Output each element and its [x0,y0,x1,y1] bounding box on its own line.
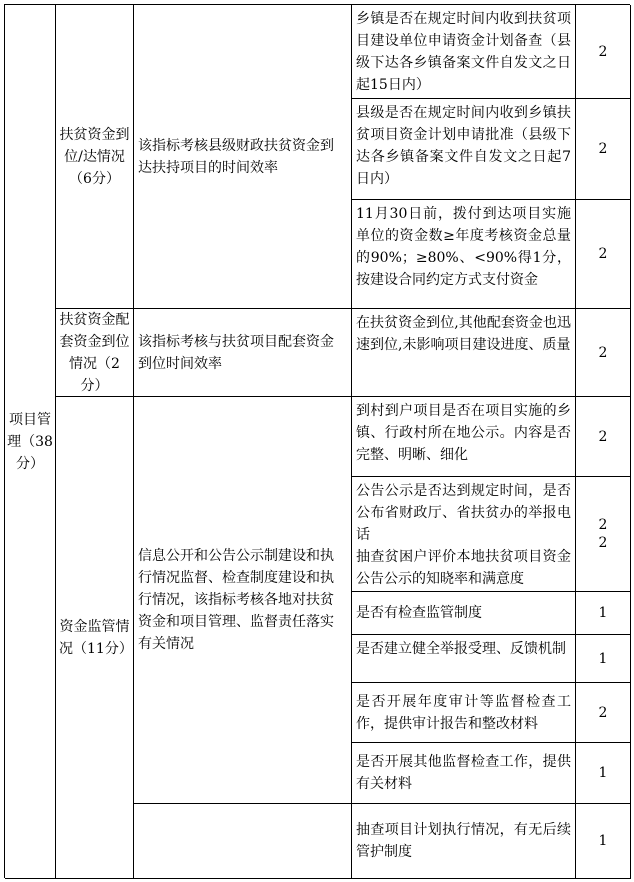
score-value: 2 [598,141,608,157]
criterion-text: 是否开展其他监督检查工作，提供有关材料 [356,754,571,792]
section-name-cell [56,5,134,309]
score-cell [576,743,631,804]
criterion-cell [352,635,576,683]
criterion-text: 是否建立健全举报受理、反馈机制 [356,641,566,657]
section-description: 该指标考核县级财政扶贫资金到达扶持项目的时间效率 [138,137,334,176]
criterion-cell [352,804,576,879]
section-description-cell [134,309,352,397]
criterion-cell [352,397,576,477]
score-cell [576,309,631,397]
criterion-cell [352,743,576,804]
empty-description-cell [134,804,352,879]
section-description-cell [134,397,352,804]
score-value-secondary: 2 [598,535,608,551]
criterion-text: 是否有检查监管制度 [356,605,482,621]
section-description: 该指标考核与扶贫项目配套资金到位时间效率 [138,333,334,372]
criterion-text: 县级是否在规定时间内收到乡镇扶贫项目资金计划申请批准（县级下达各乡镇备案文件自发文之日起7日内） [356,105,571,187]
section-description-cell [134,5,352,309]
section-name-cell [56,397,134,879]
criterion-text: 乡镇是否在规定时间内收到扶贫项目建设单位申请资金计划备查（县级下达各乡镇备案文件自发文之日起15日内） [356,11,571,93]
category-cell [5,5,56,879]
score-cell [576,683,631,743]
score-cell [576,397,631,477]
criterion-text: 公告公示是否达到规定时间，是否公布省财政厅、省扶贫办的举报电话 [356,483,571,543]
criterion-cell [352,592,576,635]
score-value: 2 [598,246,608,262]
section-name-cell [56,309,134,397]
criterion-text: 11月30日前，拨付到达项目实施单位的资金数≥年度考核资金总量的90%；≥80%、<90%得1分，按建设合同约定方式支付资金 [356,206,571,288]
score-cell [576,99,631,200]
score-value: 2 [598,428,608,445]
criterion-text: 是否开展年度审计等监督检查工作，提供审计报告和整改材料 [356,693,571,732]
assessment-table [4,4,630,878]
score-cell [576,5,631,99]
criterion-cell [352,477,576,592]
section-description: 信息公开和公告公示制建设和执行情况监督、检查制度建设和执行情况，该指标考核各地对扶贫资金和项目管理、监督责任落实有关情况 [138,548,334,652]
score-cell [576,477,631,592]
criterion-text-secondary: 抽查贫困户评价本地扶贫项目资金公告公示的知晓率和满意度 [356,549,571,587]
criterion-cell [352,309,576,397]
section-name: 资金监管情况（11分） [59,618,133,657]
score-value: 1 [598,833,608,849]
score-cell [576,804,631,879]
category-label: 项目管理（38分） [7,411,53,472]
section-name: 扶贫资金到位/达情况（6分） [59,126,130,187]
score-cell [576,200,631,309]
section-name: 扶贫资金配套资金到位情况（2分） [59,311,130,394]
criterion-cell [352,99,576,200]
score-value: 2 [598,344,608,361]
score-value: 1 [598,650,608,667]
score-value: 1 [598,765,608,781]
criterion-text: 到村到户项目是否在项目实施的乡镇、行政村所在地公示。内容是否完整、明晰、细化 [356,403,571,463]
criterion-cell [352,683,576,743]
criterion-text: 在扶贫资金到位,其他配套资金也迅速到位,未影响项目建设进度、质量 [356,315,571,353]
score-value: 2 [598,517,608,533]
score-value: 2 [598,704,608,721]
score-value: 2 [598,43,608,60]
score-cell [576,635,631,683]
criterion-cell [352,5,576,99]
criterion-text: 抽查项目计划执行情况，有无后续管护制度 [356,822,571,860]
score-cell [576,592,631,635]
score-value: 1 [598,605,608,621]
criterion-cell [352,200,576,309]
